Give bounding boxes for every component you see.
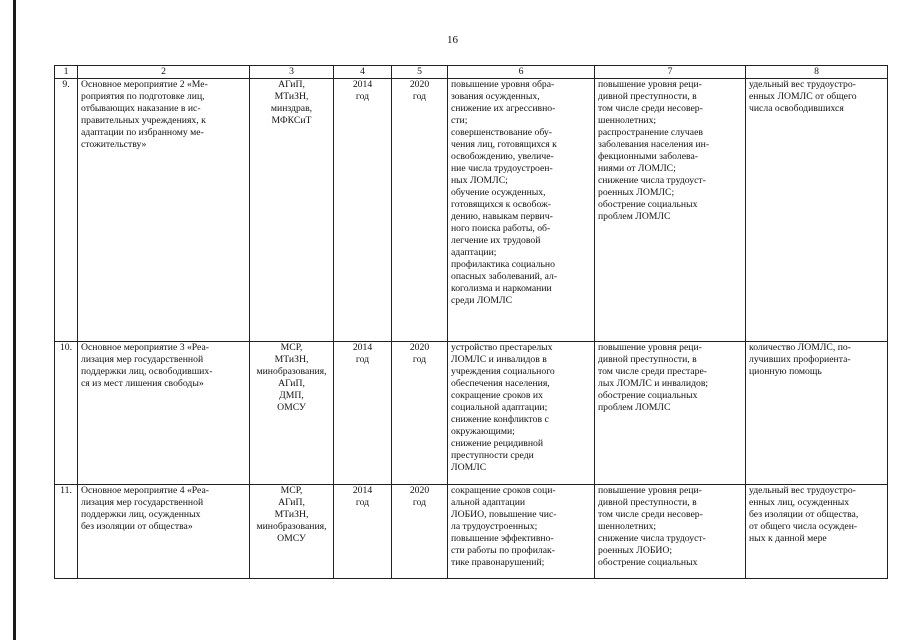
column-number-8: 8: [746, 66, 888, 79]
table-row-10: [55, 342, 888, 485]
indicator-link: удельный вес трудоустро- енных ЛОМЛС от общего числа освободившихся: [746, 79, 888, 342]
column-number-2: 2: [78, 66, 250, 79]
row-number: 10.: [55, 342, 78, 485]
column-number-6: 6: [448, 66, 595, 79]
program-measures-table: [54, 65, 888, 579]
executors: АГиП, МТиЗН, минздрав, МФКСиТ: [250, 79, 334, 342]
column-number-3: 3: [250, 66, 334, 79]
end-year: 2020 год: [392, 342, 448, 485]
expected-results: сокращение сроков соци- альной адаптации ЛОБИО, повышение чис- ла трудоустроенных; повышение эффективно- сти работы по профилак- тике правонарушений;: [448, 485, 595, 579]
indicator-link: количество ЛОМЛС, по- лучивших профориента- ционную помощь: [746, 342, 888, 485]
non-implementation-consequences: повышение уровня реци- дивной преступности, в том числе среди несовер- шеннолетних; распространение случаев заболевания населения ин- фекционными заболева- ниями от ЛОМЛС; снижение числа трудоуст- роенных ЛОМЛС; обострение социальных проблем ЛОМЛС: [595, 79, 746, 342]
column-number-4: 4: [334, 66, 392, 79]
table-row-9: [55, 79, 888, 342]
row-number: 11.: [55, 485, 78, 579]
end-year: 2020 год: [392, 79, 448, 342]
start-year: 2014 год: [334, 485, 392, 579]
non-implementation-consequences: повышение уровня реци- дивной преступности, в том числе среди несовер- шеннолетних; снижение числа трудоуст- роенных ЛОБИО; обострение социальных: [595, 485, 746, 579]
end-year: 2020 год: [392, 485, 448, 579]
event-name: Основное мероприятие 2 «Ме- роприятия по подготовке лиц, отбывающих наказание в ис- правительных учреждениях, к адаптации по избранному ме- стожительству»: [78, 79, 250, 342]
column-number-row: [55, 66, 888, 79]
column-number-5: 5: [392, 66, 448, 79]
expected-results: устройство престарелых ЛОМЛС и инвалидов в учреждения социального обеспечения населения, сокращение сроков их социальной адаптации; снижение конфликтов с окружающими; снижение рецидивной преступности среди ЛОМЛС: [448, 342, 595, 485]
executors: МСР, АГиП, МТиЗН, минобразования, ОМСУ: [250, 485, 334, 579]
column-number-1: 1: [55, 66, 78, 79]
indicator-link: удельный вес трудоустро- енных лиц, осужденных без изоляции от общества, от общего числа осужден- ных к данной мере: [746, 485, 888, 579]
event-name: Основное мероприятие 3 «Реа- лизация мер государственной поддержки лиц, освободивших- ся из мест лишения свободы»: [78, 342, 250, 485]
table-row-11: [55, 485, 888, 579]
non-implementation-consequences: повышение уровня реци- дивной преступности, в том числе среди престаре- лых ЛОМЛС и инвалидов; обострение социальных проблем ЛОМЛС: [595, 342, 746, 485]
row-number: 9.: [55, 79, 78, 342]
scan-edge-bar: [13, 0, 16, 640]
column-number-7: 7: [595, 66, 746, 79]
start-year: 2014 год: [334, 342, 392, 485]
page-number: 16: [447, 34, 458, 46]
expected-results: повышение уровня обра- зования осужденных, снижение их агрессивно- сти; совершенствование обу- чения лиц, готовящихся к освобождению, увеличе- ние числа трудоустроен- ных ЛОМЛС; обучение осужденных, готовящихся к освобож- дению, навыкам первич- ного поиска работы, об- легчение их трудовой адаптации; профилактика социально опасных заболеваний, ал- коголизма и наркомании среди ЛОМЛС: [448, 79, 595, 342]
start-year: 2014 год: [334, 79, 392, 342]
executors: МСР, МТиЗН, минобразования, АГиП, ДМП, ОМСУ: [250, 342, 334, 485]
event-name: Основное мероприятие 4 «Реа- лизация мер государственной поддержки лиц, осужденных без изоляции от общества»: [78, 485, 250, 579]
